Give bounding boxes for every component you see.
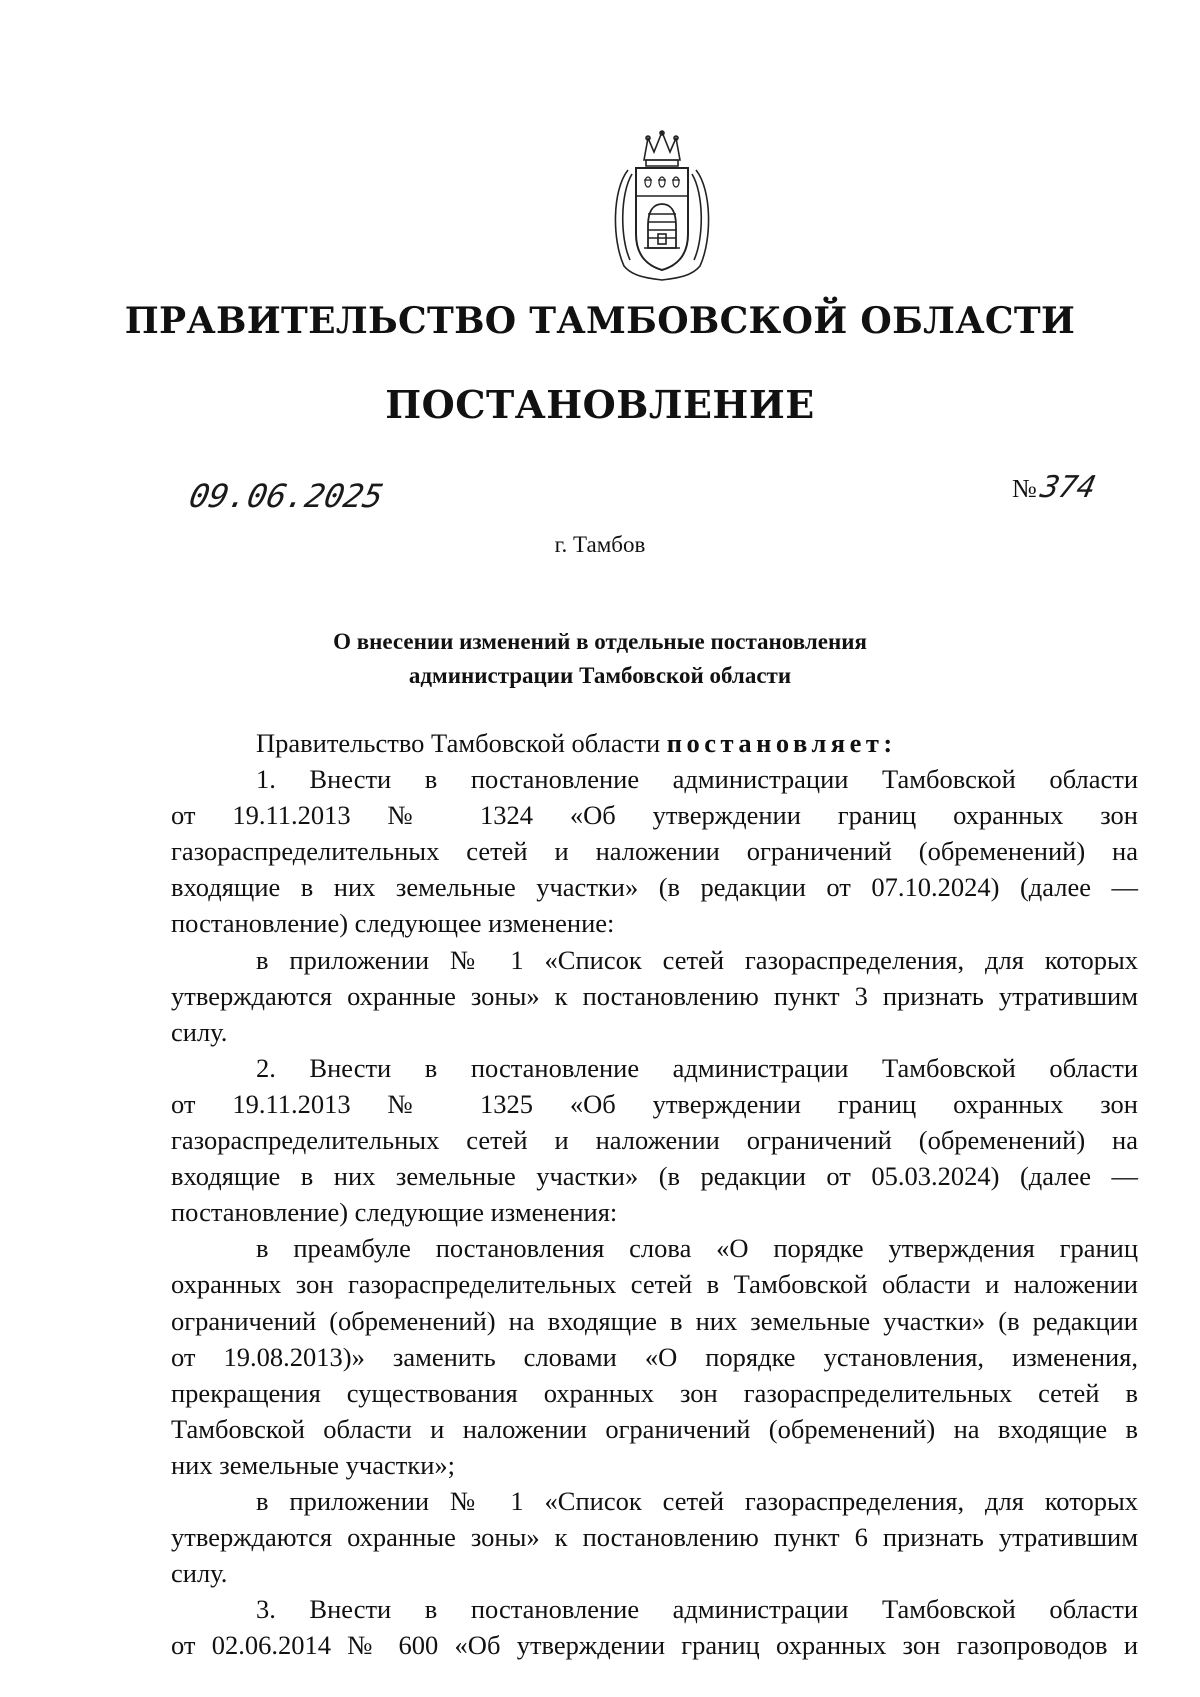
number-prefix: № (1012, 474, 1037, 503)
paragraph-2b (171, 1483, 1138, 1591)
paragraph-2 (171, 1050, 1138, 1230)
text-line: силу. (171, 1016, 228, 1047)
text-line: 3. Внести в постановление администрации Тамбовской области (256, 1594, 1138, 1625)
paragraph-3 (171, 1591, 1138, 1663)
document-body (171, 725, 1138, 1663)
text-line: от 19.11.2013 № 1324 «Об утверждении границ охранных зон (171, 800, 1138, 831)
text-line: в приложении № 1 «Список сетей газораспределения, для которых (256, 1485, 1138, 1516)
paragraph-1a (171, 942, 1138, 1050)
intro-text: Правительство Тамбовской области (256, 728, 661, 758)
text-line: 1. Внести в постановление администрации Тамбовской области (256, 764, 1138, 795)
text-line: от 19.08.2013)» заменить словами «О порядке установления, изменения, (171, 1341, 1138, 1372)
text-line: утверждаются охранные зоны» к постановлению пункт 6 признать утратившим (171, 1522, 1138, 1553)
document-number (1012, 470, 1099, 505)
handwritten-number: 374 (1037, 470, 1099, 505)
text-line: в преамбуле постановления слова «О порядке утверждения границ (256, 1233, 1138, 1264)
text-line: утверждаются охранные зоны» к постановлению пункт 3 признать утратившим (171, 980, 1138, 1011)
text-line: от 02.06.2014 № 600 «Об утверждении границ охранных зон газопроводов и (171, 1630, 1138, 1661)
text-line: входящие в них земельные участки» (в редакции от 07.10.2024) (далее — (171, 872, 1138, 903)
tambov-coat-of-arms-emblem-icon (602, 130, 722, 282)
text-line: постановление) следующее изменение: (171, 908, 615, 939)
text-line: охранных зон газораспределительных сетей в Тамбовской области и наложении (171, 1269, 1138, 1300)
text-line: Тамбовской области и наложении ограничений (обременений) на входящие в (171, 1413, 1138, 1444)
text-line: от 19.11.2013 № 1325 «Об утверждении границ охранных зон (171, 1088, 1138, 1119)
text-line: газораспределительных сетей и наложении ограничений (обременений) на (171, 836, 1138, 867)
text-line: них земельные участки»; (171, 1449, 456, 1480)
text-line: газораспределительных сетей и наложении ограничений (обременений) на (171, 1125, 1138, 1156)
intro-paragraph (171, 725, 1138, 761)
text-line: 2. Внести в постановление администрации Тамбовской области (256, 1052, 1138, 1083)
text-line: прекращения существования охранных зон газораспределительных сетей в (171, 1377, 1138, 1408)
document-type-title: ПОСТАНОВЛЕНИЕ (385, 382, 815, 427)
text-line: силу. (171, 1558, 228, 1589)
organization-title: ПРАВИТЕЛЬСТВО ТАМБОВСКОЙ ОБЛАСТИ (124, 300, 1076, 342)
document-subject (0, 625, 1200, 693)
paragraph-2a (171, 1230, 1138, 1483)
paragraph-1 (171, 761, 1138, 941)
intro-decision: постановляет: (666, 728, 897, 758)
text-line: в приложении № 1 «Список сетей газораспределения, для которых (256, 944, 1138, 975)
subject-line: О внесении изменений в отдельные постановления (333, 629, 867, 654)
text-line: постановление) следующие изменения: (171, 1197, 618, 1228)
text-line: ограничений (обременений) на входящие в них земельные участки» (в редакции (171, 1305, 1138, 1336)
city-line: г. Тамбов (554, 532, 646, 557)
handwritten-date: 09.06.2025 (185, 477, 387, 515)
text-line: входящие в них земельные участки» (в редакции от 05.03.2024) (далее — (171, 1161, 1138, 1192)
subject-line: администрации Тамбовской области (408, 663, 792, 688)
